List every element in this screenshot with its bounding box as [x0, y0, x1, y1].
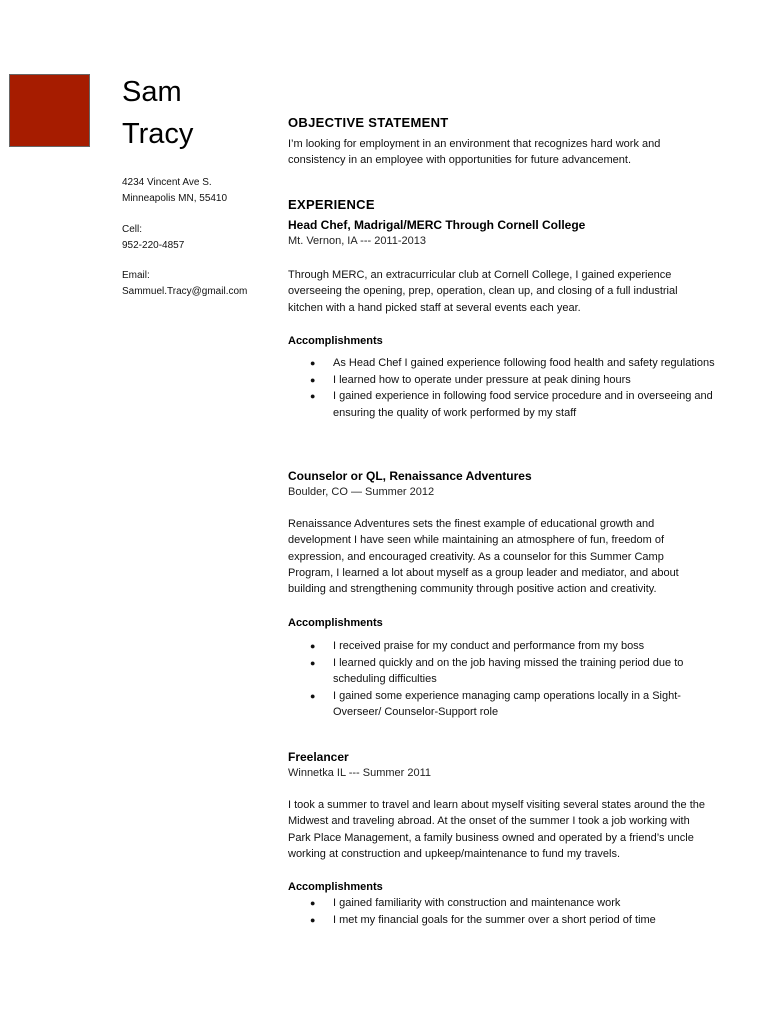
list-item: ● I learned quickly and on the job having missed the training period due to scheduling difficulties — [310, 656, 684, 685]
experience-heading: EXPERIENCE — [288, 197, 375, 212]
accomplishments-list — [288, 638, 718, 721]
email-label: Email: — [122, 270, 150, 281]
objective-text: I’m looking for employment in an environment that recognizes hard work and consistency in an employee with opportunities for future advancement. — [288, 138, 661, 167]
job-description: Renaissance Adventures sets the finest example of educational growth and development I have seen while maintaining an atmosphere of fun, freedom of expression, and encouraged creativity. As a counselor for this Summer Camp Program, I learned a lot about myself as a group leader and mediator, and about building and strengthening community through positive action and creativity. — [288, 518, 679, 596]
bullet-icon: ● — [310, 898, 316, 908]
email-block — [122, 268, 247, 300]
job-description: Through MERC, an extracurricular club at Cornell College, I gained experience overseeing the opening, prep, operation, clean up, and closing of a full industrial kitchen with a hand picked staff at several events each year. — [288, 269, 678, 314]
bullet-icon: ● — [310, 358, 316, 368]
job-meta: Boulder, CO — Summer 2012 — [288, 486, 435, 498]
red-accent-square — [9, 74, 90, 147]
bullet-icon: ● — [310, 914, 316, 925]
email-address: Sammuel.Tracy@gmail.com — [122, 286, 248, 297]
job-meta: Winnetka IL --- Summer 2011 — [288, 767, 432, 779]
job-meta: Mt. Vernon, IA --- 2011-2013 — [288, 235, 426, 247]
accomplishments-list — [288, 895, 718, 928]
first-name: Sam — [122, 76, 182, 108]
address-line2: Minneapolis MN, 55410 — [122, 193, 228, 204]
list-item: ● I gained experience in following food service procedure and in overseeing and ensuring the quality of work performed by my staff — [310, 390, 713, 419]
bullet-icon: ● — [310, 374, 316, 385]
accomplishments-heading: Accomplishments — [288, 335, 383, 347]
bullet-icon: ● — [310, 690, 316, 701]
list-item: ● I received praise for my conduct and performance from my boss — [288, 638, 718, 655]
accomplishments-list — [288, 355, 718, 421]
cell-block — [122, 222, 184, 254]
list-item: ● I learned how to operate under pressure at peak dining hours — [288, 372, 718, 389]
bullet-icon: ● — [310, 657, 316, 668]
last-name: Tracy — [122, 118, 194, 150]
candidate-name — [122, 71, 193, 155]
job-title: Head Chef, Madrigal/MERC Through Cornell College — [288, 218, 586, 232]
list-item: ● As Head Chef I gained experience following food health and safety regulations — [288, 355, 718, 372]
bullet-icon: ● — [310, 641, 316, 651]
job-description: I took a summer to travel and learn about myself visiting several states around the the Midwest and traveling abroad. At the onset of the summer I took a job working with Park Place Management, a family business owned and operated by a friend’s uncle working at construction and upkeep/maintenance to fund my travels. — [288, 799, 705, 860]
job-title: Freelancer — [288, 750, 349, 764]
list-item: ● I gained some experience managing camp operations locally in a Sight-Overseer/ Counselor-Support role — [310, 689, 681, 718]
objective-heading: OBJECTIVE STATEMENT — [288, 115, 449, 130]
accomplishments-heading: Accomplishments — [288, 617, 383, 629]
job-title: Counselor or QL, Renaissance Adventures — [288, 469, 532, 483]
cell-label: Cell: — [122, 224, 143, 235]
list-item: ● I gained familiarity with construction and maintenance work — [288, 895, 718, 912]
list-item: ● I met my financial goals for the summer over a short period of time — [288, 912, 718, 929]
bullet-icon: ● — [310, 391, 316, 401]
address — [122, 175, 227, 207]
address-line1: 4234 Vincent Ave S. — [122, 177, 212, 188]
accomplishments-heading: Accomplishments — [288, 881, 383, 893]
cell-number: 952-220-4857 — [122, 240, 185, 251]
